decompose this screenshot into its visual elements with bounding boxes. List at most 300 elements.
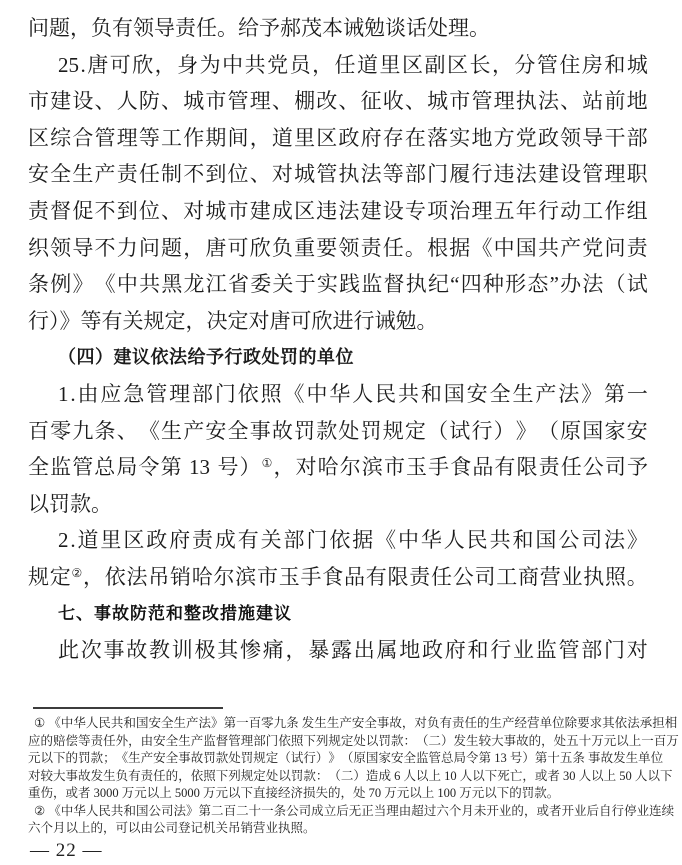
char: 求: [589, 716, 603, 730]
char: 定: [404, 418, 426, 443]
char: 城: [205, 198, 227, 223]
char: 产: [535, 381, 557, 406]
char: 题: [161, 235, 183, 260]
char: 形: [505, 272, 527, 297]
char: ，: [285, 638, 307, 663]
char: 任: [103, 733, 116, 748]
char: 事: [249, 418, 271, 443]
char: 实: [316, 272, 338, 297]
char: 人: [459, 768, 473, 783]
text-run: （四）建议依法给予行政处罚的单位: [58, 347, 354, 368]
char: 有: [128, 768, 141, 783]
char: 担: [652, 716, 665, 730]
char: 年: [515, 198, 537, 223]
text-run: 六个月以上的，可以由公司登记机关吊销营业执照。: [28, 821, 316, 835]
char: 监: [415, 751, 429, 765]
char: 手: [300, 564, 322, 589]
footnote-ref-1: ①: [261, 456, 273, 471]
char: 任: [464, 716, 477, 730]
char: 依: [237, 381, 259, 406]
char: 发: [90, 768, 104, 783]
char: 管: [146, 381, 168, 406]
text-line: [28, 596, 648, 633]
char: 营: [527, 716, 540, 730]
char: 产: [183, 418, 205, 443]
char: 城: [427, 89, 449, 114]
char: 理: [116, 125, 138, 150]
char: 业: [574, 803, 587, 818]
char: 领: [338, 235, 360, 260]
char: 位: [227, 162, 249, 187]
char: 未: [473, 803, 487, 818]
char: 限: [387, 564, 409, 589]
char: 种: [482, 272, 504, 297]
char: 责: [90, 733, 104, 748]
char: 位: [650, 751, 664, 765]
char: 依: [614, 716, 628, 730]
char: 发: [613, 751, 626, 765]
char: 成: [311, 803, 324, 818]
char: 号: [509, 751, 523, 765]
char: 区: [402, 52, 423, 77]
char: 原: [353, 751, 366, 765]
char: 罚: [78, 751, 91, 765]
char: 产: [140, 751, 154, 765]
char: 上: [428, 768, 441, 783]
char: 委: [250, 272, 272, 297]
char: 征: [360, 89, 382, 114]
char: 尔: [213, 564, 235, 589]
char: 第: [604, 381, 626, 406]
char: 站: [582, 89, 604, 114]
char: 落: [427, 125, 449, 150]
char: 食: [450, 455, 472, 480]
char: 法: [537, 89, 559, 114]
char: 以: [40, 751, 54, 765]
char: 设: [560, 162, 582, 187]
char: 法: [338, 198, 360, 223]
char: 共: [244, 52, 266, 77]
char: 四: [460, 272, 482, 297]
char: 条: [28, 272, 49, 297]
char: 第: [198, 803, 212, 818]
char: 吊: [148, 564, 170, 589]
text-run: 行）》等有关规定，决定对唐可欣进行诫勉。: [28, 308, 438, 333]
char: 长: [469, 52, 491, 77]
char: 个: [448, 803, 462, 818]
char: 中: [222, 52, 244, 77]
char: 《: [283, 381, 305, 406]
char: 理: [240, 733, 254, 748]
char: 发: [453, 733, 467, 748]
char: 人: [634, 768, 648, 783]
char: （: [340, 751, 354, 765]
char: 生: [512, 381, 534, 406]
char: 《: [375, 528, 397, 553]
char: 任: [382, 235, 404, 260]
char: 予: [626, 455, 648, 480]
text-line: [28, 193, 648, 230]
char: 其: [217, 638, 239, 663]
char: 和: [467, 638, 489, 663]
char: 二: [428, 733, 442, 748]
char: 安: [148, 716, 161, 730]
char: 产: [339, 716, 352, 730]
char: 》: [515, 418, 537, 443]
char: 项: [427, 198, 449, 223]
text-run: 七、事故防范和整改措施建议: [58, 603, 292, 623]
char: 行: [303, 751, 316, 765]
char: 五: [566, 733, 579, 748]
char: 民: [466, 528, 488, 553]
char: 里: [100, 528, 122, 553]
char: 此: [58, 638, 79, 663]
char: 应: [28, 733, 41, 748]
char: 罚: [294, 418, 316, 443]
char: 业: [513, 638, 534, 663]
char: 位: [138, 198, 160, 223]
char: 房: [581, 52, 603, 77]
char: 九: [72, 418, 94, 443]
char: 理: [493, 89, 515, 114]
char: 发: [301, 716, 315, 730]
char: 产: [502, 716, 515, 730]
char: ：: [403, 733, 416, 748]
char: 民: [98, 803, 111, 818]
char: 生: [466, 733, 479, 748]
char: 等: [138, 125, 160, 150]
char: 到: [205, 162, 227, 187]
char: 人: [85, 716, 99, 730]
char: 管: [94, 125, 116, 150]
char: 责: [538, 455, 560, 480]
footnote-separator: [33, 707, 223, 709]
char: ）: [353, 768, 366, 783]
char: 款: [90, 751, 104, 765]
char: 列: [228, 768, 241, 783]
char: 13: [189, 455, 210, 480]
text-line: [28, 120, 648, 157]
char: 条: [273, 803, 287, 818]
char: 江: [205, 272, 227, 297]
char: 国: [535, 528, 557, 553]
char: 成: [214, 528, 236, 553]
text-line: [28, 47, 648, 84]
char: 动: [560, 198, 582, 223]
para-1-fine-company: [28, 376, 648, 522]
char: 十: [547, 751, 560, 765]
char: ；: [103, 751, 116, 765]
char: 政: [146, 528, 168, 553]
text-line: [28, 733, 679, 751]
char: 总: [441, 751, 454, 765]
char: 部: [404, 162, 426, 187]
char: 对: [271, 162, 293, 187]
char: 部: [626, 125, 648, 150]
char: 百: [653, 733, 667, 748]
char: 到: [116, 198, 138, 223]
char: 共: [398, 381, 419, 406]
char: 单: [539, 716, 553, 730]
char: 龙: [183, 272, 205, 297]
char: 罚: [290, 768, 304, 783]
char: ，: [83, 564, 105, 589]
char: 理: [604, 162, 626, 187]
char: 执: [338, 162, 360, 187]
char: 法: [198, 716, 212, 730]
char: 改: [316, 89, 338, 114]
char: 六: [436, 803, 449, 818]
text-line: [28, 715, 678, 733]
char: 公: [148, 803, 161, 818]
char: 总: [94, 455, 116, 480]
char: （: [328, 768, 341, 783]
char: 对: [28, 768, 41, 783]
char: 法: [515, 162, 537, 187]
char: 为: [199, 52, 221, 77]
char: .: [80, 52, 86, 77]
char: 全: [227, 418, 249, 443]
char: 事: [376, 716, 390, 730]
char: 10: [444, 768, 457, 783]
char: 上: [628, 733, 642, 748]
char: 停: [624, 803, 637, 818]
char: 一: [626, 381, 648, 406]
char: 行: [611, 803, 625, 818]
char: 正: [361, 803, 374, 818]
char: 食: [322, 564, 344, 589]
char: 《: [138, 418, 160, 443]
text-line: [28, 820, 650, 838]
char: 关: [272, 272, 294, 297]
char: 道: [271, 125, 293, 150]
char: 生: [173, 716, 187, 730]
char: 任: [334, 52, 356, 77]
char: 区: [446, 52, 468, 77]
char: 下: [659, 768, 673, 783]
char: 作: [183, 125, 205, 150]
char: 规: [240, 768, 254, 783]
char: 领: [560, 125, 582, 150]
char: 问: [604, 235, 626, 260]
char: 组: [626, 198, 648, 223]
char: 里: [294, 125, 316, 150]
char: 部: [581, 638, 603, 663]
char: 品: [472, 455, 494, 480]
char: 对: [183, 198, 205, 223]
char: 规: [28, 564, 49, 589]
char: 司: [298, 803, 312, 818]
char: 实: [449, 125, 471, 150]
char: 业: [498, 803, 512, 818]
char: 市: [227, 198, 249, 223]
char: 《: [471, 235, 493, 260]
char: ，: [154, 52, 176, 77]
char: 除: [564, 716, 578, 730]
char: 的: [528, 733, 542, 748]
char: 人: [403, 768, 416, 783]
char: 市: [383, 455, 405, 480]
char: 责: [451, 716, 465, 730]
char: 在: [404, 125, 426, 150]
char: “: [450, 272, 460, 297]
char: 共: [139, 272, 161, 297]
char: 和: [123, 803, 136, 818]
char: 市: [28, 89, 49, 114]
char: 党: [582, 235, 604, 260]
char: 可: [227, 235, 249, 260]
char: 事: [503, 733, 517, 748]
char: 全: [165, 733, 179, 748]
char: 处: [553, 733, 567, 748]
char: 责: [116, 162, 138, 187]
char: 试: [449, 418, 471, 443]
document-body: [28, 10, 648, 669]
char: 品: [344, 564, 366, 589]
char: 50: [619, 768, 632, 783]
char: 定: [253, 768, 266, 783]
char: .: [70, 381, 76, 406]
char: 故: [126, 638, 148, 663]
text-run: 问题，负有领导责任。给予郝茂本诫勉谈话处理。: [28, 16, 490, 40]
char: 五: [493, 198, 515, 223]
char: 生: [326, 716, 340, 730]
char: 下: [53, 751, 66, 765]
char: 急: [123, 381, 145, 406]
char: 办: [560, 272, 582, 297]
char: 负: [426, 716, 440, 730]
char: 副: [424, 52, 446, 77]
char: 成: [271, 198, 293, 223]
footnote-2: [28, 803, 675, 838]
char: 试: [290, 751, 304, 765]
char: 任: [431, 564, 453, 589]
text-line: [28, 376, 648, 413]
text-line: [28, 83, 648, 120]
char: 《: [48, 716, 61, 730]
char: 理: [386, 803, 399, 818]
char: 玉: [278, 564, 300, 589]
char: 制: [161, 162, 183, 187]
char: 里: [379, 52, 401, 77]
char: 建: [249, 198, 271, 223]
char: 合: [72, 125, 94, 150]
char: 负: [115, 768, 129, 783]
char: 职: [626, 162, 648, 187]
char: 对: [414, 716, 427, 730]
char: 故: [190, 751, 204, 765]
char: 区: [294, 198, 316, 223]
char: 责: [409, 564, 431, 589]
char: 织: [28, 235, 49, 260]
char: 全: [403, 751, 416, 765]
char: 25: [58, 52, 79, 77]
char: 局: [453, 751, 467, 765]
char: 法: [582, 272, 604, 297]
char: 工: [582, 198, 604, 223]
char: 华: [420, 528, 442, 553]
char: 大: [53, 768, 66, 783]
char: 由: [140, 733, 154, 748]
char: 条: [94, 418, 116, 443]
char: 人: [352, 381, 374, 406]
char: 监: [361, 272, 383, 297]
char: 根: [427, 235, 449, 260]
char: 等: [78, 733, 91, 748]
char: 立: [323, 803, 337, 818]
char: 事: [178, 751, 191, 765]
char: 工: [496, 564, 518, 589]
char: 门: [427, 162, 449, 187]
char: （: [278, 751, 291, 765]
char: 当: [373, 803, 387, 818]
char: 唐: [87, 52, 109, 77]
char: 任: [560, 455, 582, 480]
char: 其: [602, 716, 615, 730]
char: 续: [661, 803, 675, 818]
char: 第: [534, 751, 548, 765]
char: 建: [360, 198, 382, 223]
char: 监: [203, 733, 216, 748]
char: ，: [273, 455, 295, 480]
char: 行: [471, 418, 493, 443]
char: 国: [135, 716, 149, 730]
char: 安: [390, 751, 404, 765]
char: 。: [404, 235, 426, 260]
char: 对: [295, 455, 317, 480]
char: 政: [338, 125, 360, 150]
text-line: [28, 768, 673, 786]
char: 管: [471, 89, 493, 114]
char: 中: [60, 716, 74, 730]
char: 较: [40, 768, 54, 783]
char: 、: [249, 162, 271, 187]
char: 责: [191, 528, 213, 553]
char: （: [427, 418, 449, 443]
heading-section-4: [28, 339, 648, 376]
char: 任: [153, 768, 166, 783]
char: 应: [100, 381, 122, 406]
char: 玉: [406, 455, 428, 480]
char: 民: [98, 716, 111, 730]
char: 管: [228, 733, 241, 748]
char: 规: [253, 751, 266, 765]
char: 以: [616, 733, 629, 748]
char: 1: [58, 381, 69, 406]
char: 罚: [360, 418, 382, 443]
char: 分: [514, 52, 536, 77]
char: ，: [541, 733, 554, 748]
char: 中: [398, 528, 419, 553]
char: 道: [357, 52, 379, 77]
char: 华: [73, 803, 86, 818]
char: 以: [647, 768, 660, 783]
footnote-1: [28, 715, 679, 803]
char: 理: [471, 198, 493, 223]
char: 部: [253, 733, 266, 748]
char: 有: [365, 564, 387, 589]
char: 安: [626, 418, 648, 443]
char: 要: [577, 716, 590, 730]
para-haomaoben-conclusion: [28, 10, 648, 47]
char: 生: [625, 751, 639, 765]
char: 偿: [65, 733, 79, 748]
char: 不: [94, 198, 116, 223]
text-line: [28, 449, 648, 486]
char: 五: [559, 751, 573, 765]
char: ，: [178, 768, 191, 783]
char: 政: [537, 125, 559, 150]
